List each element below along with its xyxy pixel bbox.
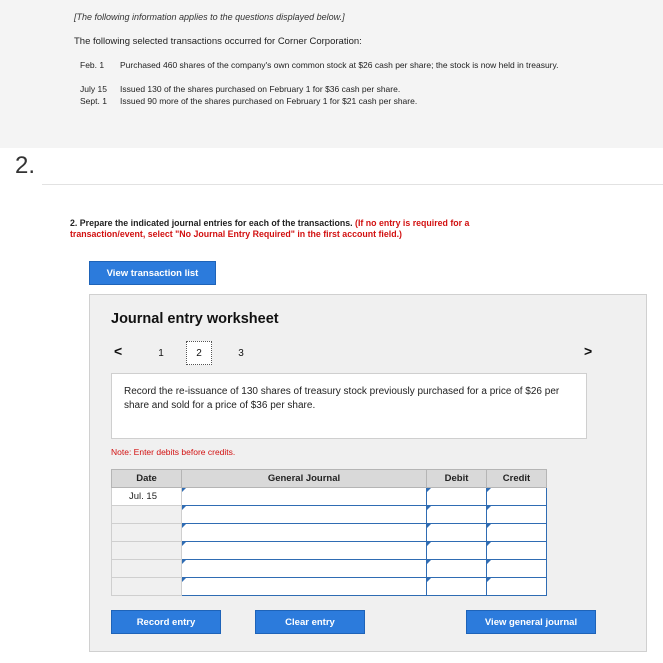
- transaction-text: Issued 90 more of the shares purchased on February 1 for $21 cash per share.: [120, 96, 418, 106]
- credit-field[interactable]: [487, 542, 547, 560]
- clear-entry-button[interactable]: Clear entry: [255, 610, 365, 634]
- debit-field[interactable]: [427, 542, 487, 560]
- transaction-text: Purchased 460 shares of the company's own common stock at $26 cash per share; the stock is now held in treasury.: [120, 60, 559, 70]
- credit-field[interactable]: [487, 506, 547, 524]
- debit-field[interactable]: [427, 506, 487, 524]
- journal-date-cell: [112, 542, 182, 560]
- journal-row: [112, 560, 547, 578]
- divider: [42, 184, 663, 185]
- transaction-item: [80, 60, 580, 84]
- worksheet-title: Journal entry worksheet: [111, 311, 279, 327]
- journal-row: [112, 524, 547, 542]
- view-transaction-list-button[interactable]: View transaction list: [89, 261, 216, 285]
- journal-header-row: [112, 470, 547, 488]
- question-number: 2.: [15, 152, 36, 179]
- entry-note: Note: Enter debits before credits.: [111, 447, 236, 457]
- prev-page-icon[interactable]: <: [114, 343, 123, 359]
- question-instruction: (If no entry is required for a transaction/event, select "No Journal Entry Required" in the first account field.): [70, 218, 470, 239]
- debit-field[interactable]: [427, 524, 487, 542]
- account-field[interactable]: [182, 542, 427, 560]
- journal-worksheet: [89, 294, 647, 652]
- journal-date-cell: [112, 560, 182, 578]
- journal-row: [112, 542, 547, 560]
- page-2-tab[interactable]: 2: [186, 341, 212, 365]
- credit-field[interactable]: [487, 578, 547, 596]
- journal-row: [112, 488, 547, 506]
- page-1-tab[interactable]: 1: [158, 347, 164, 359]
- general-journal-column-header: General Journal: [182, 470, 427, 488]
- next-page-icon[interactable]: >: [584, 343, 593, 359]
- entry-description: Record the re-issuance of 130 shares of treasury stock previously purchased for a price of $26 per share and sold for a price of $36 per share.: [111, 373, 587, 439]
- journal-date-cell: [112, 506, 182, 524]
- transaction-date: Sept. 1: [80, 96, 107, 106]
- info-intro: The following selected transactions occurred for Corner Corporation:: [74, 36, 362, 47]
- account-field[interactable]: [182, 560, 427, 578]
- journal-table: [111, 469, 547, 596]
- journal-row: [112, 506, 547, 524]
- journal-row: [112, 578, 547, 596]
- debit-field[interactable]: [427, 578, 487, 596]
- transaction-text: Issued 130 of the shares purchased on February 1 for $36 cash per share.: [120, 84, 401, 94]
- transaction-date: Feb. 1: [80, 60, 105, 70]
- debit-field[interactable]: [427, 488, 487, 506]
- view-general-journal-button[interactable]: View general journal: [466, 610, 596, 634]
- date-column-header: Date: [112, 470, 182, 488]
- transaction-item: [80, 84, 580, 96]
- account-field[interactable]: [182, 488, 427, 506]
- info-header: [The following information applies to the questions displayed below.]: [74, 12, 345, 22]
- journal-date-cell: [112, 524, 182, 542]
- credit-field[interactable]: [487, 524, 547, 542]
- credit-column-header: Credit: [487, 470, 547, 488]
- account-field[interactable]: [182, 578, 427, 596]
- account-field[interactable]: [182, 524, 427, 542]
- question-prompt: [70, 218, 540, 240]
- journal-date-cell: [112, 578, 182, 596]
- debit-field[interactable]: [427, 560, 487, 578]
- journal-date-cell: Jul. 15: [112, 488, 182, 506]
- credit-field[interactable]: [487, 560, 547, 578]
- record-entry-button[interactable]: Record entry: [111, 610, 221, 634]
- page-3-tab[interactable]: 3: [238, 347, 244, 359]
- credit-field[interactable]: [487, 488, 547, 506]
- transaction-date: July 15: [80, 84, 107, 94]
- account-field[interactable]: [182, 506, 427, 524]
- debit-column-header: Debit: [427, 470, 487, 488]
- transaction-item: [80, 96, 580, 108]
- question-text: 2. Prepare the indicated journal entries for each of the transactions.: [70, 218, 353, 228]
- info-panel: [0, 0, 663, 148]
